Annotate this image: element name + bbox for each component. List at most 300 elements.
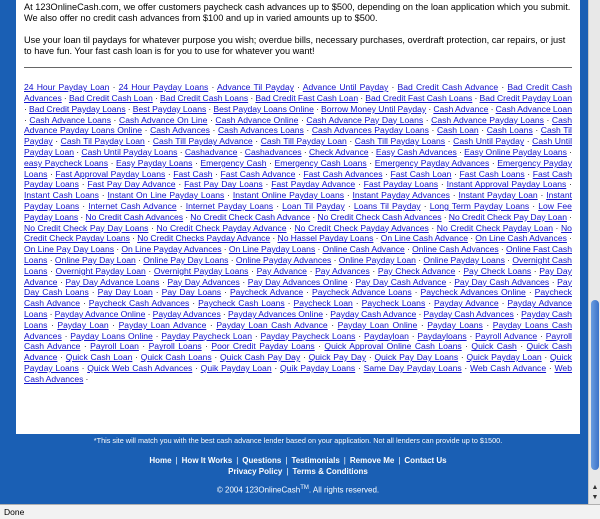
link-separator: ·: [366, 157, 375, 168]
link-separator: ·: [176, 200, 186, 211]
keyword-link[interactable]: Payday Paycheck Loans: [260, 330, 356, 341]
keyword-link[interactable]: Emergency Payday Loans: [24, 157, 572, 179]
keyword-link[interactable]: Cash Advance Loans: [29, 114, 111, 125]
keyword-link[interactable]: Payday Loans Online: [70, 330, 153, 341]
keyword-link[interactable]: Payday Cash Advances: [423, 308, 514, 319]
link-separator: ·: [61, 92, 69, 103]
keyword-link[interactable]: On Line Payday Advances: [121, 244, 222, 255]
link-separator: ·: [78, 211, 86, 222]
keyword-link[interactable]: Cash Until Payday Loan: [24, 136, 572, 157]
link-separator: ·: [61, 330, 71, 341]
link-separator: ·: [488, 103, 496, 114]
keyword-link[interactable]: Fast Cash Loan: [390, 168, 452, 179]
intro-paragraph: At 123OnlineCash.com, we offer customers paycheck cash advances up to $500, depending on the loan application which you submit. We also offer no credit cash advances from $100 and up in varied amounts up to $500.: [24, 2, 571, 24]
link-separator: ·: [327, 319, 338, 330]
link-separator: ·: [566, 146, 573, 157]
keyword-link[interactable]: Paycheck Loan: [293, 298, 353, 309]
keyword-link[interactable]: Long Term Payday Loans: [429, 200, 530, 211]
keyword-link[interactable]: Payroll Loan: [90, 341, 139, 352]
keyword-link[interactable]: Online Pay Day Loan: [54, 254, 136, 265]
footer-nav: [16, 455, 580, 477]
link-separator: ·: [344, 200, 354, 211]
keyword-link[interactable]: Low Fee Payday Loans: [24, 200, 572, 222]
keyword-link[interactable]: Paycheck Advance Loans: [312, 287, 412, 298]
link-separator: ·: [152, 92, 160, 103]
keyword-link[interactable]: Paycheck Advance: [229, 287, 304, 298]
link-separator: ·: [482, 319, 493, 330]
link-separator: ·: [472, 92, 480, 103]
footer-link-questions[interactable]: Questions: [242, 456, 282, 465]
link-separator: ·: [516, 341, 527, 352]
link-separator: ·: [207, 114, 216, 125]
keyword-link[interactable]: Easy Cash Advances: [375, 146, 457, 157]
keyword-link[interactable]: Same Day Payday Loans: [363, 362, 462, 373]
keyword-link[interactable]: Quick Cash: [471, 341, 517, 352]
keyword-link[interactable]: Instant Cash Loans: [24, 190, 99, 201]
footer-disclaimer: *This site will match you with the best cash advance lender based on your application. Not all lenders can provide up to $1500.: [93, 436, 503, 445]
keyword-link[interactable]: easy Paycheck Loans: [24, 157, 108, 168]
keyword-link[interactable]: Quick Cash Loan: [65, 352, 133, 363]
link-separator: ·: [369, 265, 378, 276]
keyword-link[interactable]: No Credit Check Cash Advances: [317, 211, 442, 222]
keyword-link[interactable]: Bad Credit Cash Advance: [397, 82, 499, 93]
keyword-link[interactable]: Emergency Cash: [200, 157, 267, 168]
link-separator: ·: [446, 276, 455, 287]
keyword-link[interactable]: No Credit Check Payday Advance: [156, 222, 287, 233]
link-separator: ·: [209, 125, 218, 136]
keyword-link[interactable]: Quick Web Cash Advances: [87, 362, 193, 373]
link-separator: ·: [355, 362, 364, 373]
keyword-link[interactable]: Instant Payday Loan: [458, 190, 538, 201]
link-separator: ·: [300, 352, 309, 363]
link-separator: ·: [165, 168, 174, 179]
keyword-link[interactable]: Paycheck Cash Loans: [198, 298, 285, 309]
link-separator: ·: [524, 136, 533, 147]
keyword-link[interactable]: Pay Day Loans: [161, 287, 222, 298]
link-separator: ·: [129, 233, 138, 244]
link-separator: ·: [347, 276, 356, 287]
footer-link-testimonials[interactable]: Testimonials: [291, 456, 340, 465]
keyword-link[interactable]: Bad Credit Cash Loans: [160, 92, 249, 103]
keyword-link[interactable]: Cash Til Payday: [24, 125, 572, 147]
keyword-link[interactable]: Quick Approval Online Cash Loans: [324, 341, 462, 352]
keyword-link[interactable]: Fast Cash Advance: [220, 168, 296, 179]
keyword-link[interactable]: Loan Til Payday: [282, 200, 345, 211]
footer-link-how-it-works[interactable]: How It Works: [181, 456, 233, 465]
keyword-link[interactable]: Pay Day Loan: [97, 287, 153, 298]
keyword-link[interactable]: Cash Advance Pay Day Loans: [306, 114, 424, 125]
keyword-link[interactable]: Cash Advances Payday Loans: [311, 125, 429, 136]
keyword-link[interactable]: Fast Cash: [173, 168, 213, 179]
keyword-link[interactable]: Bad Credit Fast Cash Loan: [255, 92, 359, 103]
scrollbar-thumb[interactable]: [591, 300, 599, 470]
keyword-link[interactable]: Payday Advance Online: [54, 308, 146, 319]
keyword-link[interactable]: Fast Payday Loans: [363, 179, 439, 190]
link-separator: ·: [211, 352, 220, 363]
link-separator: ·: [455, 265, 464, 276]
keyword-link[interactable]: Emergency Payday Advances: [374, 157, 490, 168]
link-separator: ·: [183, 211, 191, 222]
keyword-link[interactable]: Best Payday Loans Online: [213, 103, 314, 114]
link-separator: ·: [80, 341, 91, 352]
keyword-link[interactable]: Pay Day Advances Online: [247, 276, 348, 287]
keyword-link[interactable]: Quik Payday Loan: [200, 362, 272, 373]
link-separator: ·: [498, 244, 506, 255]
keyword-link[interactable]: No Credit Check Pay Day Loan: [448, 211, 567, 222]
keyword-link[interactable]: Internet Cash Advance: [88, 200, 177, 211]
intro-text: [16, 0, 580, 57]
keyword-link[interactable]: Online Pay Day Loans: [143, 254, 229, 265]
link-separator: ·: [461, 362, 471, 373]
link-separator: ·: [531, 265, 540, 276]
copyright-rights: . All rights reserved.: [308, 485, 380, 495]
intro-paragraph: Use your loan til paydays for whatever purpose you wish; overdue bills, necessary purchases, overdraft protection, car repairs, or just to have fun. Your fast cash loan is for you to use for whatever you want!: [24, 34, 566, 56]
keyword-link[interactable]: No Credit Checks Payday Advance: [137, 233, 271, 244]
keyword-link[interactable]: Online Cash Advance: [322, 244, 405, 255]
footer-nav-separator: |: [285, 456, 288, 465]
keyword-link[interactable]: Pay Day Advance: [24, 265, 572, 287]
link-separator: ·: [313, 103, 321, 114]
keyword-link[interactable]: Payday Cash Loans: [24, 308, 572, 330]
keyword-link[interactable]: Emergency Cash Loans: [274, 157, 367, 168]
keyword-link[interactable]: Online Cash Advances: [412, 244, 499, 255]
keyword-link[interactable]: Quick Cash Loans: [140, 352, 212, 363]
link-separator: ·: [408, 330, 418, 341]
link-separator: ·: [425, 298, 435, 309]
link-separator: ·: [566, 179, 572, 190]
link-separator: ·: [52, 136, 61, 147]
scroll-down-arrow-icon[interactable]: ▼: [591, 494, 599, 501]
keyword-link[interactable]: 24 Hour Payday Loan: [24, 82, 110, 93]
link-separator: ·: [417, 319, 428, 330]
keyword-link[interactable]: No Credit Check Payday Loans: [24, 222, 572, 244]
trademark-mark: TM: [300, 485, 309, 491]
link-separator: ·: [566, 211, 572, 222]
link-separator: ·: [270, 233, 278, 244]
keyword-link[interactable]: No Credit Check Payday Advances: [294, 222, 429, 233]
keyword-link[interactable]: Paydayloans: [417, 330, 467, 341]
keyword-link[interactable]: No Hassel Payday Loans: [277, 233, 374, 244]
keyword-link[interactable]: Bad Credit Cash Advances: [24, 82, 572, 103]
keyword-link[interactable]: Pay Check Loans: [463, 265, 532, 276]
keyword-link[interactable]: Instant Online Payday Loans: [232, 190, 345, 201]
keyword-link[interactable]: Cash Advance Payday Loans Online: [24, 114, 572, 136]
footer-link-terms-conditions[interactable]: Terms & Conditions: [292, 467, 368, 476]
keyword-link[interactable]: Online Payday Loan: [338, 254, 416, 265]
link-separator: ·: [152, 287, 162, 298]
link-separator: ·: [224, 190, 233, 201]
link-separator: ·: [80, 298, 89, 309]
keyword-link[interactable]: Bad Credit Fast Cash Loans: [365, 92, 473, 103]
link-separator: ·: [252, 136, 261, 147]
keyword-link[interactable]: Pay Advance: [256, 265, 307, 276]
link-separator: ·: [441, 211, 449, 222]
keyword-link[interactable]: Fast Cash Payday Loans: [24, 168, 573, 190]
link-separator: ·: [252, 330, 261, 341]
link-separator: ·: [189, 298, 199, 309]
keyword-link[interactable]: Bad Credit Payday Loans: [28, 103, 126, 114]
keyword-link[interactable]: Cash Advances Loans: [217, 125, 304, 136]
footer-link-contact-us[interactable]: Contact Us: [404, 456, 447, 465]
keyword-link[interactable]: On Line Cash Advances: [475, 233, 567, 244]
footer-nav-separator: |: [398, 456, 401, 465]
link-separator: ·: [346, 136, 355, 147]
keyword-link[interactable]: Cash Advance: [433, 103, 489, 114]
link-separator: ·: [461, 341, 472, 352]
keyword-link[interactable]: Overnight Payday Loan: [55, 265, 146, 276]
keyword-link[interactable]: Payday Loan Advance: [118, 319, 207, 330]
link-separator: ·: [489, 157, 498, 168]
keyword-link[interactable]: Payday Cash Advance: [330, 308, 417, 319]
link-separator: ·: [138, 341, 149, 352]
link-separator: ·: [498, 82, 508, 93]
keyword-link[interactable]: Paycheck Advances Online: [420, 287, 526, 298]
keyword-link[interactable]: Overnight Cash Loans: [24, 254, 572, 276]
link-separator: ·: [132, 352, 141, 363]
link-separator: ·: [524, 168, 533, 179]
footer-link-privacy-policy[interactable]: Privacy Policy: [228, 467, 283, 476]
keyword-link[interactable]: Payday Loan Cash Advance: [216, 319, 328, 330]
link-separator: ·: [201, 341, 212, 352]
page-footer: [16, 434, 580, 504]
keyword-link[interactable]: Payday Advance Loans: [24, 298, 573, 319]
keyword-link[interactable]: Instant On Line Payday Loans: [107, 190, 225, 201]
keyword-link[interactable]: Online Payday Loans: [423, 254, 505, 265]
keyword-link[interactable]: Advance Until Payday: [302, 82, 389, 93]
link-separator: ·: [415, 254, 424, 265]
link-separator: ·: [148, 222, 157, 233]
keyword-link[interactable]: Fast Pay Day Loans: [184, 179, 263, 190]
keyword-link[interactable]: Paydayloan: [363, 330, 409, 341]
keyword-link[interactable]: Pay Day Advances: [167, 276, 240, 287]
keyword-link[interactable]: Check Advance: [308, 146, 369, 157]
keyword-link[interactable]: Loans Til Payday: [353, 200, 421, 211]
keyword-link[interactable]: Pay Day Cash Loans: [24, 276, 572, 298]
keyword-link[interactable]: Fast Cash Advances: [303, 168, 383, 179]
link-separator: ·: [98, 190, 108, 201]
link-separator: ·: [192, 157, 201, 168]
link-separator: ·: [344, 190, 353, 201]
keyword-link[interactable]: Online Fast Cash Loans: [24, 244, 572, 265]
keyword-link[interactable]: No Credit Cash Advances: [85, 211, 184, 222]
keyword-link[interactable]: Payday Loan Online: [337, 319, 418, 330]
link-separator: ·: [525, 287, 535, 298]
keyword-link[interactable]: Cash Advance Payday Loans: [431, 114, 544, 125]
keyword-link[interactable]: Paycheck Loans: [361, 298, 426, 309]
keyword-link[interactable]: Cash Till Payday Loan: [260, 136, 347, 147]
keyword-link[interactable]: Best Payday Loans: [132, 103, 207, 114]
vertical-scrollbar[interactable]: [588, 0, 600, 504]
link-separator: ·: [366, 352, 375, 363]
keyword-link[interactable]: Cash Loans: [486, 125, 533, 136]
status-bar: [0, 504, 600, 519]
divider: [24, 67, 572, 68]
link-separator: ·: [449, 190, 459, 201]
keyword-link[interactable]: Payday Advances Online: [227, 308, 324, 319]
keyword-link[interactable]: No Credit Check Cash Advance: [190, 211, 311, 222]
link-separator: ·: [314, 341, 325, 352]
keyword-link[interactable]: Quik Payday Loans: [279, 362, 356, 373]
link-separator: ·: [159, 276, 168, 287]
keyword-link[interactable]: Cash Till Payday Loans: [354, 136, 446, 147]
keyword-link[interactable]: Fast Payday Advance: [271, 179, 356, 190]
footer-nav-row: [16, 455, 580, 466]
keyword-link[interactable]: Payroll Cash Advance: [24, 330, 572, 352]
link-separator: ·: [458, 352, 467, 363]
keyword-link[interactable]: Quick Pay Day: [308, 352, 367, 363]
keyword-link[interactable]: Fast Approval Payday Loans: [55, 168, 166, 179]
keyword-link[interactable]: Cash Advance Online: [215, 114, 299, 125]
keyword-link[interactable]: Quick Cash Pay Day: [219, 352, 301, 363]
keyword-link[interactable]: Paycheck Cash Advances: [88, 298, 190, 309]
keyword-link[interactable]: Web Cash Advance: [470, 362, 547, 373]
keyword-link[interactable]: Borrow Money Until Payday: [320, 103, 427, 114]
link-separator: ·: [388, 82, 398, 93]
keyword-link[interactable]: On Line Payday Loans: [228, 244, 316, 255]
keyword-link[interactable]: Easy Online Payday Loans: [464, 146, 567, 157]
keyword-link[interactable]: Cash Advance On Line: [118, 114, 208, 125]
keyword-link[interactable]: Cash Loan: [436, 125, 479, 136]
link-separator: ·: [83, 373, 89, 384]
link-separator: ·: [237, 146, 245, 157]
link-separator: ·: [47, 254, 55, 265]
keyword-link[interactable]: Paycheck Cash Advance: [24, 287, 572, 309]
link-separator: ·: [114, 244, 122, 255]
link-separator: ·: [57, 276, 66, 287]
link-separator: ·: [428, 222, 437, 233]
keyword-link[interactable]: Payroll Advance: [475, 330, 538, 341]
link-separator: ·: [239, 276, 248, 287]
keyword-link[interactable]: Payday Loan: [57, 319, 109, 330]
keyword-link[interactable]: Payroll Loans: [148, 341, 202, 352]
link-separator: ·: [47, 308, 55, 319]
link-separator: ·: [423, 114, 432, 125]
link-separator: ·: [543, 114, 552, 125]
keyword-link[interactable]: Fast Pay Day Advance: [87, 179, 176, 190]
link-separator: ·: [228, 254, 236, 265]
keyword-link[interactable]: Advance Til Payday: [217, 82, 295, 93]
keyword-link[interactable]: 24 Hour Payday Loans: [118, 82, 209, 93]
keyword-link[interactable]: Payday Loans Cash Advances: [24, 319, 572, 341]
keyword-link[interactable]: Pay Day Cash Advances: [454, 276, 550, 287]
link-separator: ·: [212, 168, 221, 179]
keyword-link[interactable]: Cash Advances: [150, 125, 210, 136]
link-separator: ·: [145, 308, 153, 319]
keyword-link[interactable]: No Credit Check Payday Loan: [436, 222, 554, 233]
link-separator: ·: [175, 179, 185, 190]
link-separator: ·: [420, 200, 430, 211]
link-separator: ·: [111, 114, 119, 125]
keyword-link[interactable]: Easy Payday Loans: [116, 157, 193, 168]
link-separator: ·: [47, 265, 56, 276]
link-separator: ·: [456, 146, 465, 157]
keyword-link[interactable]: Internet Payday Loans: [185, 200, 274, 211]
link-separator: ·: [206, 103, 214, 114]
keyword-link[interactable]: Instant Payday Loans: [24, 190, 572, 211]
link-separator: ·: [266, 157, 275, 168]
keyword-link[interactable]: Quick Payday Loans: [24, 352, 572, 373]
link-separator: ·: [382, 168, 391, 179]
status-text: Done: [4, 507, 25, 517]
link-separator: ·: [352, 298, 362, 309]
keyword-link[interactable]: Poor Credit Payday Loans: [211, 341, 315, 352]
keyword-link[interactable]: Pay Day Cash Advance: [355, 276, 447, 287]
keyword-link[interactable]: Cash Until Payday: [453, 136, 525, 147]
link-separator: ·: [78, 179, 88, 190]
keyword-link[interactable]: Fast Cash Loans: [459, 168, 525, 179]
keyword-link[interactable]: Online Payday Advances: [235, 254, 332, 265]
link-separator: ·: [546, 362, 555, 373]
keyword-link[interactable]: Payday Loans: [427, 319, 483, 330]
keyword-link[interactable]: Cashadvances: [244, 146, 302, 157]
keyword-link[interactable]: On Line Cash Advance: [380, 233, 469, 244]
keyword-link[interactable]: Cashadvance: [184, 146, 238, 157]
keyword-link[interactable]: Pay Check Advance: [377, 265, 456, 276]
keyword-link[interactable]: Payday Advances: [152, 308, 221, 319]
link-separator: ·: [504, 254, 513, 265]
link-separator: ·: [57, 352, 66, 363]
link-separator: ·: [451, 168, 460, 179]
link-separator: ·: [273, 200, 283, 211]
footer-link-home[interactable]: Home: [149, 456, 172, 465]
keyword-link[interactable]: Quick Cash Advance: [24, 341, 572, 363]
link-separator: ·: [24, 103, 29, 114]
link-separator: ·: [220, 308, 228, 319]
keyword-link[interactable]: Overnight Payday Loans: [153, 265, 249, 276]
keyword-link[interactable]: Payday Advance: [434, 298, 499, 309]
link-separator: ·: [79, 200, 89, 211]
keyword-link[interactable]: Instant Approval Payday Loans: [446, 179, 567, 190]
link-separator: ·: [47, 319, 58, 330]
keyword-link[interactable]: Pay Advances: [315, 265, 370, 276]
link-separator: ·: [537, 330, 546, 341]
link-separator: ·: [294, 82, 303, 93]
keyword-link[interactable]: Bad Credit Payday Loan: [479, 92, 572, 103]
keyword-link[interactable]: Instant Payday Advances: [352, 190, 450, 201]
link-separator: ·: [323, 308, 331, 319]
keyword-link[interactable]: Cash Advance Loan: [495, 103, 572, 114]
footer-link-remove-me[interactable]: Remove Me: [349, 456, 395, 465]
keyword-link[interactable]: On Line Pay Day Loans: [24, 244, 115, 255]
keyword-link[interactable]: Pay Day Advance Loans: [65, 276, 160, 287]
link-separator: ·: [355, 179, 364, 190]
keyword-link[interactable]: Cash Till Payday Advance: [152, 136, 253, 147]
keyword-link[interactable]: Quick Payday Loan: [466, 352, 542, 363]
link-separator: ·: [78, 362, 88, 373]
link-separator: ·: [529, 200, 539, 211]
link-separator: ·: [303, 125, 312, 136]
keyword-link[interactable]: Payday Paycheck Loan: [161, 330, 252, 341]
keyword-link[interactable]: Quick Pay Day Loans: [374, 352, 459, 363]
link-separator: ·: [206, 319, 217, 330]
link-separator: ·: [498, 298, 508, 309]
keyword-link[interactable]: No Credit Check Pay Day Loans: [24, 222, 149, 233]
keyword-link[interactable]: Cash Til Payday Loan: [60, 136, 145, 147]
link-separator: ·: [566, 233, 572, 244]
copyright: [16, 485, 580, 495]
page-content: [16, 0, 580, 434]
keyword-link[interactable]: Web Cash Advances: [24, 362, 572, 384]
keyword-link[interactable]: Cash Until Payday Loans: [81, 146, 178, 157]
keyword-link[interactable]: Bad Credit Cash Loan: [68, 92, 153, 103]
scroll-up-arrow-icon[interactable]: ▲: [591, 484, 599, 491]
link-separator: ·: [549, 276, 558, 287]
link-separator: ·: [466, 330, 476, 341]
link-separator: ·: [108, 319, 119, 330]
link-separator: ·: [144, 136, 153, 147]
copyright-text: © 2004 123OnlineCash: [216, 485, 301, 495]
link-separator: ·: [404, 244, 413, 255]
